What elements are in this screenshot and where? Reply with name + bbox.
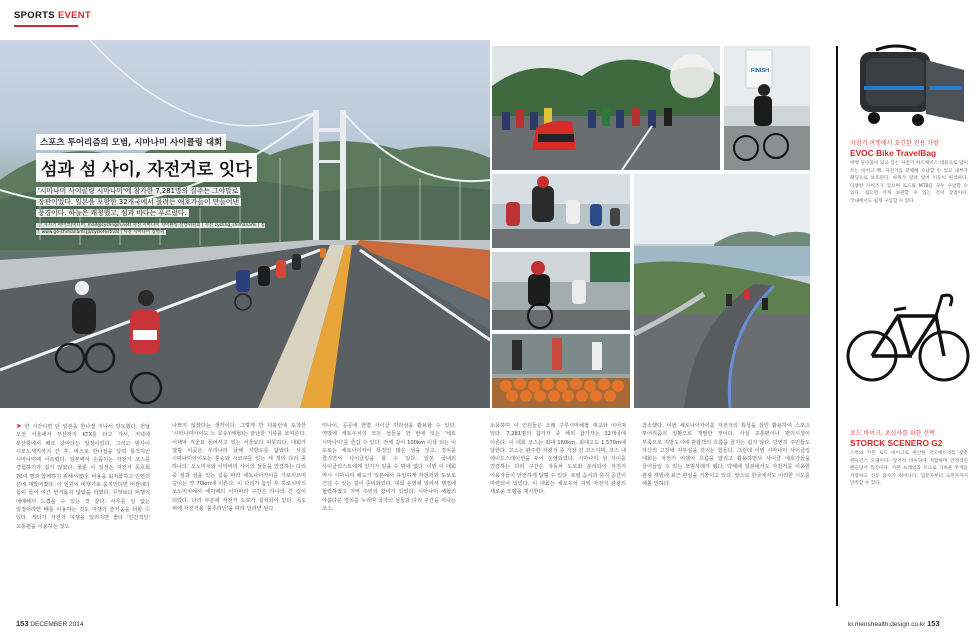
photo-mass-start bbox=[492, 46, 720, 170]
product-tag: 로드 바이크, 초심자를 위한 선택 bbox=[850, 430, 935, 437]
section-rule bbox=[14, 25, 78, 27]
right-page-number: 153 bbox=[927, 619, 940, 628]
product-description: 스톡의 카본 로드 바이크로 편안한 지오메트리를 갖춘 엔듀런스 모델이다. 장거리 라이딩에 적합하며 안정적인 핸들링이 특징이다. 카본 프레임과 포크로 가벼운 무게를 자랑하고 진동 흡수가 뛰어나다. 입문자부터 숙련자까지 만족할 수 있다. bbox=[850, 451, 968, 487]
photo-coastal-road bbox=[634, 174, 810, 408]
product-card-travelbag bbox=[850, 138, 968, 206]
left-issue: DECEMBER 2014 bbox=[30, 621, 84, 628]
drop-mark-icon: ➤ bbox=[16, 422, 22, 430]
article-credit bbox=[36, 222, 266, 236]
product-tag: 자전거 여행에서 요긴한 전용 가방 bbox=[850, 140, 939, 147]
road-bike-illustration bbox=[846, 276, 970, 394]
right-site: kr.menshealth.design.co.kr bbox=[848, 621, 926, 628]
article-headline: 섬과 섬 사이, 자전거로 잇다 bbox=[36, 153, 257, 182]
photo-riders-group bbox=[492, 174, 630, 248]
body-column-4 bbox=[490, 422, 626, 590]
coastal-road-illustration bbox=[634, 174, 810, 408]
body-column-3 bbox=[322, 422, 456, 590]
section-tag-part1: SPORTS bbox=[14, 10, 55, 21]
photo-aid-station bbox=[492, 334, 630, 408]
hand-rider-illustration bbox=[492, 252, 630, 330]
section-tag bbox=[14, 10, 91, 21]
product-name: STORCK SCENERO G2 bbox=[850, 438, 943, 448]
body-column-5-text: 참소했다. 이번 세토나이카이를 자전거의 특성을 살린 활용하여 스포츠 투어리즘의 일환으로 개발한 것이다. 사실 교통편이나 편의시설이 부족으로 지방도시에 관광객의 흐름을 끌기는 쉽지 않다. 당연히 주민들도 자신의 고장에 자부심을 갖기는 힘들다. 그런데 이번 시마나미 사이클링 대회는 자전거 여행이 흐름을 알리고 활용하면서 사이클 애호가들을 끌어들일 수 있는 모범사례가 됐다. 약해에 일본에서도 자전거를 이용한 관광 개발에 최근 관심을 기울이고 있다. 앞으로 한국에서도 이러한 시도를 해볼 만하다. bbox=[642, 423, 810, 488]
article-lead-text: '시마나미 사이클링 시마나미'에 참가한 7,281명의 질주는 그야말로 장관이었다. 일본을 포함한 32개국에서 몰려든 애호가들이 만들어낸 풍경이다. 하늘은 쾌청했고, 섬과 바다는 푸르렀다. bbox=[38, 187, 240, 217]
body-column-3-text: 미나이, 공공에 한법 사이클 히라섬을 활용할 수 있다. 역방에 세토우치의 모든 섬들을 한 번에 잇는 '세토 시마나미'를 즐길 수 있다. 전체 길이 100km 이상 되는 이 도로는 세토나이카이 특징인 많은 섬을 잇고, 경치를 즐기면서 사이클링을 할 수 있다. 일본 국내외 사이클리스트에게 인기가 있을 수 밖에 없다. 이번 이 대회 역시 시마나미 해도가 일본에서 유일하게 자전거와 도보로 건널 수 있는 길이 준비되었다. 대회 운영에 있어서 행정에 협력하였고 지역 주민의 참여가 있었다. 시마나미 해협의 아름다운 경치를 누리며 국가의 섬들과 다리 구간을 지나는 코스. bbox=[322, 423, 456, 512]
finish-sign: FINISH bbox=[750, 68, 770, 74]
body-column-5 bbox=[642, 422, 810, 590]
product-description: 여행 필수품이 되고 있는 자전거 하드케이스 대용으로 많이 쓰는 바이크 백. 자전거를 분해해 수납할 수 있고 내부가 패딩으로 보호된다. 바퀴가 달려 있어 이동이 편리하다. 다양한 사이즈가 있으며 로드와 MTB를 모두 수납할 수 있다. 접으면 작게 보관할 수 있는 것이 장점이다. 국내에서도 쉽게 구입할 수 있다. bbox=[850, 161, 968, 204]
photo-hand-rider bbox=[492, 252, 630, 330]
footer-left bbox=[16, 619, 83, 628]
body-column-2 bbox=[172, 422, 306, 590]
body-column-2-text: 나쁘지 않겠다는 생각이다. 그렇게 반 더블런에 도착한 '시마나미아이도 노 호슈'(해협)는 끝난한 기류를 보여준다. 이제막 겨울로 들어서고 있는 서울보다 따뜻하다. 대회가 열릴 이곳은 우리나라 남해 지방도를 닮았다. 사실 시마나미아이도는 혼슈와 시코쿠를 잇는 세 개의 다리 중 하나다. 오노미치와 이마바리 사이의 섬들을 연결하는 다리 중 섬과 섬을 잇는 길을 따라 세토나이카이를 가로지르며 길이는 약 70km에 이른다. 이 다리가 놓인 후 히로시마의 오노미치에서 에히메의 이마바리 구간은 하나의 긴 길이 되었다. 다리 부분에 자전거 도로가 설치되어 있다. 지도 위에 자전거용 '블루라인'을 따라 달리면 된다. bbox=[172, 423, 306, 512]
left-page-number: 153 bbox=[16, 619, 29, 628]
article-kicker: 스포츠 투어리즘의 모범, 시마나미 사이클링 대회 bbox=[36, 134, 226, 150]
hero-photo-bridge bbox=[0, 40, 490, 408]
body-column-1 bbox=[16, 422, 150, 590]
body-column-1-text: 한 시간이면 단 일본을 한나절 지나서 당도했다. 전날 오전 서울에서 부산까지 KTX를 타고 가서, 저녁에 부산항에서 배로 갈아타는 일정이었다. 그리고 밤사이 시모노세키까지 간 후, 버스로 반나절을 달려 목적지인 시마나미에 이르렀다. 일본에서 손꼽히는 자전거 코스를 경험하기가 쉽지 않았다. 물론 이 일정은 자전거 동호회 70여 명과 함께하기 위해서였다. 비용을 최저화하고 인연의 끈에 재밌어졌다. 이 인원이 비행기로 움직인다면 비싼데다 힘이 들어 여간 번거롭지 않았을 터였다. 무엇보다 비행기 애매해서 느꼈을 수 있는 것 같다. 사무를 일 없는 일정이라면 배를 이용하는 것도 여행의 즐거움을 더할 수 있다. 게다가 자전거 여행을 일러지면 좋다 '인간적인' 교통편을 이용하는 것도 bbox=[16, 424, 150, 530]
product-image-bike bbox=[846, 276, 970, 394]
sidebar-rule bbox=[836, 46, 838, 606]
photo-finish bbox=[724, 46, 810, 170]
body-column-4-text: 소풍하며 이 인원들은 오래 구루시마해협 대교와 이어져 있다. 7,281명의 참가자 중 해외 참가자는 32개국에 이른다. 이 대회 코스는 최대 160km, 최대고도 1,570m에 달한다. 코스는 완주한 자전거 중 가장 긴 코스이며, 코스 내 에이드스테이션을 두어 운영되었다. 시마나미 섬 사이를 연결하는 다리 구간은 자동차 도로와 분리되어 자전거 이용자들이 안전하게 달릴 수 있다. 로컬 음식과 휴식 공간이 마련되어 있었다. 이 대회는 세토우치 지역 자전거 관광의 새로운 모델을 제시한다. bbox=[490, 423, 626, 496]
section-tag-part2: EVENT bbox=[57, 10, 92, 21]
riders-group-illustration bbox=[492, 174, 630, 248]
article-lead bbox=[36, 186, 241, 219]
product-image-travelbag bbox=[846, 42, 970, 132]
product-card-bike bbox=[850, 428, 968, 488]
footer-right bbox=[848, 619, 940, 628]
mass-start-illustration bbox=[492, 46, 720, 170]
finish-illustration bbox=[724, 46, 810, 170]
article-credit-text: 글 사사키 에이코(미디어, mail@cyclingin.net) 사진 시마나미 사이클링 실행위원회 | 사진 cycling_shimanami | 참조 www.go-shimanami.jp/cyclefestival | 사진 시마나미 집행위 bbox=[36, 223, 265, 235]
aid-station-illustration bbox=[492, 334, 630, 408]
headline-block bbox=[36, 130, 276, 236]
travelbag-illustration bbox=[846, 42, 970, 132]
product-name: EVOC Bike TravelBag bbox=[850, 148, 937, 158]
